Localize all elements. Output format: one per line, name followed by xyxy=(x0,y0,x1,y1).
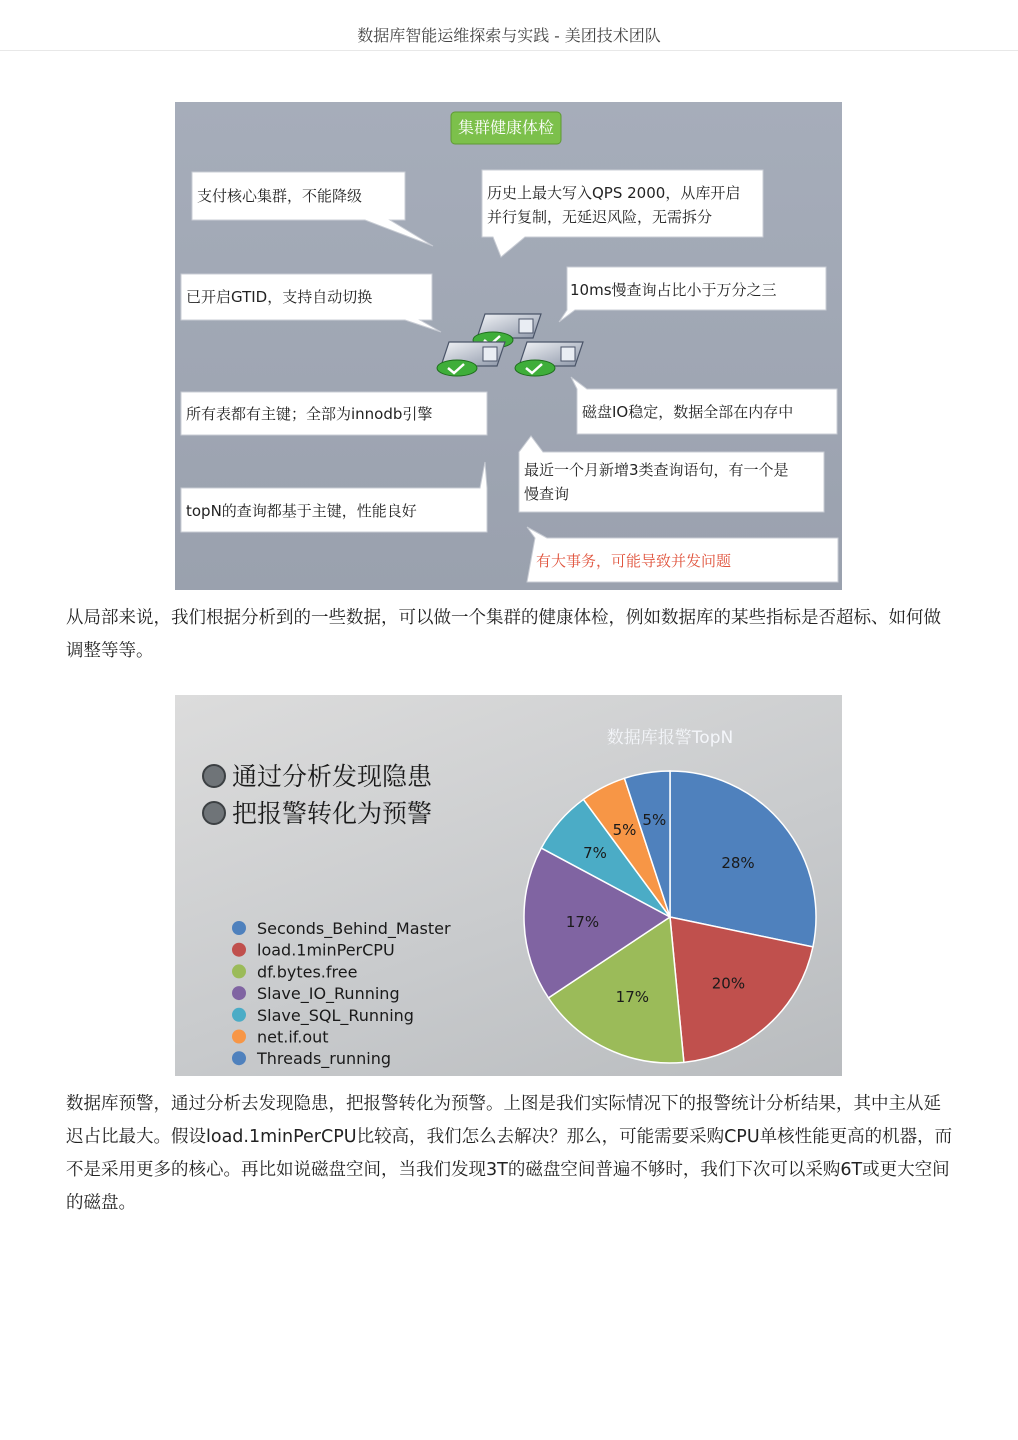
legend-swatch xyxy=(232,1030,246,1044)
paragraph-alarm-analysis: 数据库预警，通过分析去发现隐患，把报警转化为预警。上图是我们实际情况下的报警统计分析结果，其中主从延迟占比最大。假设load.1minPerCPU比较高，我们怎么去解决？那么，可能需要采购CPU单核性能更高的机器，而不是采用更多的核心。再比如说磁盘空间，当我们发现3T的磁盘空间普遍不够时，我们下次可以采购6T或更大空间的磁盘。 xyxy=(66,1094,953,1213)
pie-label: 5% xyxy=(642,810,667,829)
svg-text:已开启GTID，支持自动切换: 已开启GTID，支持自动切换 xyxy=(186,288,373,306)
paragraph-health-check: 从局部来说，我们根据分析到的一些数据，可以做一个集群的健康体检，例如数据库的某些指标是否超标、如何做调整等等。 xyxy=(66,608,941,661)
bullet-item-1 xyxy=(203,762,433,791)
legend-label: Slave_SQL_Running xyxy=(257,1005,414,1025)
legend-swatch xyxy=(232,943,246,957)
svg-text:慢查询: 慢查询 xyxy=(524,485,570,503)
legend-label: Threads_running xyxy=(257,1049,392,1069)
figure1-title: 集群健康体检 xyxy=(457,118,555,137)
legend-label: load.1minPerCPU xyxy=(257,940,395,960)
legend-swatch xyxy=(232,1008,246,1022)
svg-text:所有表都有主键；全部为innodb引擎: 所有表都有主键；全部为innodb引擎 xyxy=(186,405,433,423)
page-header xyxy=(0,0,1018,51)
legend-swatch xyxy=(232,964,246,978)
legend-swatch xyxy=(232,986,246,1000)
svg-text:有大事务，可能导致并发问题: 有大事务，可能导致并发问题 xyxy=(536,552,732,570)
legend-swatch xyxy=(232,921,246,935)
chart-title: 数据库报警TopN xyxy=(606,728,734,748)
cluster-health-figure xyxy=(175,102,842,590)
alarm-pie-chart xyxy=(175,695,842,1076)
bullet-icon xyxy=(203,802,225,824)
bullet-item-2 xyxy=(203,799,432,828)
legend-label: net.if.out xyxy=(257,1027,329,1047)
pie-label: 20% xyxy=(711,974,746,993)
legend-label: Slave_IO_Running xyxy=(257,984,400,1004)
svg-text:topN的查询都基于主键，性能良好: topN的查询都基于主键，性能良好 xyxy=(186,502,417,520)
pie-label: 28% xyxy=(721,853,755,872)
svg-text:支付核心集群，不能降级: 支付核心集群，不能降级 xyxy=(197,187,363,205)
svg-text:磁盘IO稳定，数据全部在内存中: 磁盘IO稳定，数据全部在内存中 xyxy=(582,403,794,421)
svg-text:把报警转化为预警: 把报警转化为预警 xyxy=(232,799,433,828)
pie-label: 17% xyxy=(615,988,650,1007)
svg-text:并行复制，无延迟风险，无需拆分: 并行复制，无延迟风险，无需拆分 xyxy=(487,208,713,226)
legend-swatch xyxy=(232,1051,246,1065)
legend-label: df.bytes.free xyxy=(257,962,358,982)
svg-text:通过分析发现隐患: 通过分析发现隐患 xyxy=(232,762,433,791)
pie-label: 17% xyxy=(565,913,600,932)
svg-text:最近一个月新增3类查询语句，有一个是: 最近一个月新增3类查询语句，有一个是 xyxy=(524,461,789,479)
pie-label: 5% xyxy=(612,820,637,839)
svg-text:10ms慢查询占比小于万分之三: 10ms慢查询占比小于万分之三 xyxy=(570,281,777,299)
svg-text:历史上最大写入QPS 2000，从库开启: 历史上最大写入QPS 2000，从库开启 xyxy=(487,184,741,202)
legend-label: Seconds_Behind_Master xyxy=(257,919,451,938)
pie-label: 7% xyxy=(583,843,607,862)
cluster-health-diagram xyxy=(175,102,842,590)
callout-primary-key xyxy=(181,392,487,435)
bullet-icon xyxy=(203,765,225,787)
page-title: 数据库智能运维探索与实践 - 美团技术团队 xyxy=(357,26,661,45)
alarm-topn-figure xyxy=(175,695,842,1076)
